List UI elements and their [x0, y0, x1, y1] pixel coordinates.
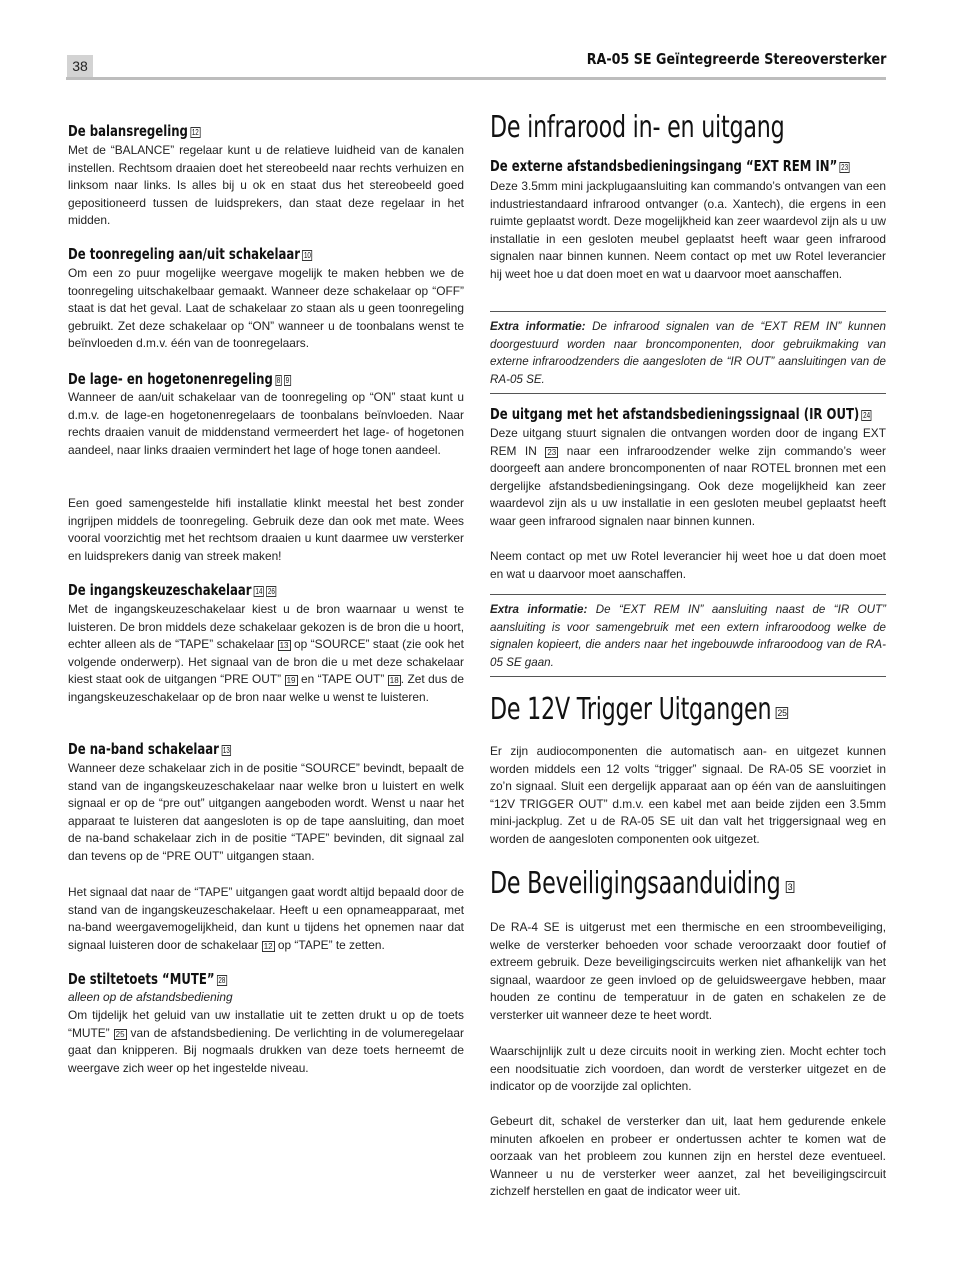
text-mute: Om tijdelijk het geluid van uw installatie uit te zetten drukt u op de toets “MUTE” 25 van de afstandsbediening. De verlichting in de volumeregelaar gaat dan knipperen. Bij nogmaals drukken van deze toets herneemt de weergave zich weer op het ingestelde niveau. [68, 1008, 464, 1075]
heading-trigger: De 12V Trigger Uitgangen 25 [490, 692, 787, 727]
page-number: 38 [67, 55, 93, 77]
text-beveiliging-2: Waarschijnlijk zult u deze circuits nooit in werking zien. Mocht echter toch een noodsituatie zich voordoen, dan wordt de versterker uitgezet en de indicator op de voorzijde zal oplichten. [490, 1044, 886, 1094]
text-naband: Wanneer deze schakelaar zich in de positie “SOURCE” bevindt, bepaalt de stand van de ingangskeuzeschakelaar naar welke bron u luistert en welk signaal er op de “pre out” uitgangen aangeboden wordt. Wenst u naar het apparaat te luisteren dat aangesloten is op de tape aansluiting, dan moet de na-band schakelaar zich in de positie “TAPE” bevinden, dit signaal zal dan tevens op de “PRE OUT” uitgangen staan. [68, 761, 464, 863]
heading-balans: De balansregeling 12 [68, 122, 199, 140]
heading-toon: De toonregeling aan/uit schakelaar 10 [68, 245, 311, 263]
heading-infrarood: De infrarood in- en uitgang [490, 110, 785, 145]
text-lage: Wanneer de aan/uit schakelaar van de toonregeling op “ON” staat kunt u d.m.v. de lage-en hogetonenregelaars de toonbalans beïnvloeden. Naar rechts draaien vanuit de middenstand vermeerdert het lage- of hogetonen aandeel, naar links draaien vermindert het lage of hoge tonen aandeel. [68, 390, 464, 457]
text-irout-2: Neem contact op met uw Rotel leverancier hij weet hoe u dat doen moet en wat u daarvoor moet aanschaffen. [490, 549, 886, 581]
text-lage-2: Een goed samengestelde hifi installatie klinkt meestal het best zonder ingrijpen middels de toonregeling. Gebruik deze dan ook met mate. Wees vooral voorzichtig met het rechtsom draaien u kunt daarmee uw versterker en luidsprekers danig van streek maken! [68, 496, 464, 563]
note-extrem: Extra informatie: De infrarood signalen van de “EXT REM IN” kunnen doorgestuurd worden naar broncomponenten, door gebruikmaking van externe infraroodzenders die aangesloten de “IR OUT” aansluitingen van de RA-05 SE. [490, 320, 886, 386]
text-trigger: Er zijn audiocomponenten die automatisch aan- en uitgezet kunnen worden middels een 12 volts “trigger” signaal. De RA-05 SE voorziet in zo’n signaal. Sluit een dergelijk apparaat aan op één van de aansluitingen “12V TRIGGER OUT” d.m.v. een kabel met aan beide zijden een 3.5mm mini-jackplug. Zet u de RA-05 SE uit dan valt het triggersignaal weg en worden de aangesloten componenten ook uitgezet. [490, 744, 886, 846]
heading-beveiliging: De Beveiligingsaanduiding 3 [490, 866, 792, 901]
divider-note2-bottom [490, 676, 886, 677]
text-toon: Om een zo puur mogelijke weergave mogelijk te maken hebben we de toonregeling uitschakelbaar gemaakt. Wanneer deze schakelaar op “OFF” staat is dat het geval. Laat de schakelaar zo staan als u geen toonregeling gebruikt. Zet deze schakelaar op “ON” wanneer u de toonbalans wenst te beïnvloeden d.m.v. één van de toonregelaars. [68, 266, 464, 351]
text-balans: Met de “BALANCE” regelaar kunt u de relatieve luidheid van de kanalen instellen. Rechtsom draaien doet het stereobeeld naar rechts verhuizen en linksom naar links. Is alles bij u ok en staat dus het stereobeeld goed gepositioneerd tussen de luidsprekers, dan staat deze regelaar in het midden. [68, 143, 464, 228]
heading-irout: De uitgang met het afstandsbedieningssignaal (IR OUT) 24 [490, 405, 871, 423]
text-ingang: Met de ingangskeuzeschakelaar kiest u de bron waarnaar u wenst te luisteren. De bron middels deze schakelaar gekozen is de bron die u hoort, echter alleen als de “TAPE” schakelaar 13 op “SOURCE” staat (zie ook het volgende onderwerp). Het signaal van de bron die u met deze schakelaar kiest staat ook de uitgangen “PRE OUT” 19 en “TAPE OUT” 18 . Zet dus de ingangskeuzeschakelaar op de bron naar welke u wenst te luisteren. [68, 602, 464, 704]
divider-note2-top [490, 594, 886, 595]
text-beveiliging-3: Gebeurt dit, schakel de versterker dan uit, laat hem gedurende enkele minuten afkoelen en probeer er ondertussen achter te komen wat de oorzaak van het probleem zou kunnen zijn en herstel deze eventueel. Wanneer u nu de versterker weer aanzet, zal het beveiligingscircuit zichzelf herstellen en gaat de indicator weer uit. [490, 1114, 886, 1199]
heading-mute: De stiltetoets “MUTE” 28 [68, 970, 226, 988]
heading-lage: De lage- en hogetonenregeling 8 9 [68, 370, 290, 388]
divider-note1-bottom [490, 393, 886, 394]
heading-naband: De na-band schakelaar 13 [68, 740, 230, 758]
mute-subtitle: alleen op de afstandsbediening [68, 990, 233, 1004]
text-extrem: Deze 3.5mm mini jackplugaansluiting kan commando’s ontvangen van een industriestandaard infrarood ontvanger (o.a. Xantech), die ergens in een ruimte geplaatst wordt. Deze mogelijkheid kan zeer waardevol zijn als u uw installatie in een gesloten meubel geplaatst heeft waar geen infrarood signalen naar binnen kunnen. Neem contact op met uw Rotel leverancier hij weet hoe u dat doen moet en wat u daarvoor moet aanschaffen. [490, 179, 886, 281]
note-irout: Extra informatie: De “EXT REM IN” aansluiting naast de “IR OUT” aansluiting is voor samengebruik met een extern infraroodoog welke de signalen kopieert, die anders naar het ingebouwde infraroodoog van de RA-05 SE gaan. [490, 603, 886, 669]
document-title: RA-05 SE Geïntegreerde Stereoversterker [586, 50, 886, 68]
heading-ingang: De ingangskeuzeschakelaar 14 26 [68, 581, 275, 599]
divider-note1-top [490, 311, 886, 312]
text-beveiliging-1: De RA-4 SE is uitgerust met een thermische en een stroombeveiliging, welke de versterker behoeden voor schade veroorzaakt door foutief of extreem gebruik. Deze beveiligingscircuits werken niet afhankelijk van het signaal, waardoor ze geen invloed op de geluidsweergave hebben, maar houden ze continu de temperatuur in de gaten en schakelen ze de versterker uit wanneer deze te heet wordt. [490, 920, 886, 1022]
text-irout: Deze uitgang stuurt signalen die ontvangen worden door de ingang EXT REM IN 23 naar een infraroodzender welke zijn commando’s weer doorgeeft aan andere broncomponenten of naar ROTEL bronnen met een dergelijke afstandsbedieningsingang. Ook deze mogelijkheid kan zeer waardevol zijn als u uw installatie in een gesloten meubel geplaatst heeft waar geen infrarood signalen naar binnen kunnen. [490, 426, 886, 528]
text-naband-2: Het signaal dat naar de “TAPE” uitgangen gaat wordt altijd bepaald door de stand van de ingangskeuzeschakelaar. Heeft u een opnameapparaat, met na-band weergavemogelijkheid, dan kunt u tijdens het opnemen naar dat signaal luisteren door de schakelaar 12 op “TAPE” te zetten. [68, 885, 464, 952]
heading-extrem: De externe afstandsbedieningsingang “EXT REM IN” 23 [490, 157, 849, 175]
